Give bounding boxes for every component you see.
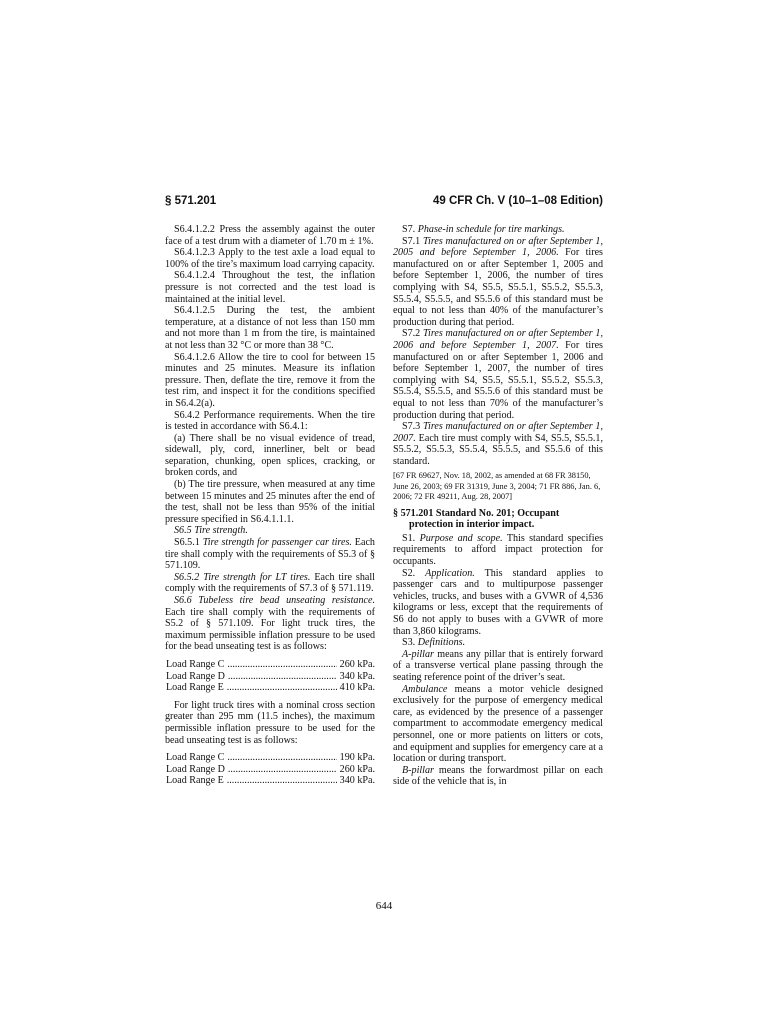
paragraph-s6-4-1-2-3: S6.4.1.2.3 Apply to the test axle a load equal to 100% of the tire’s maximum load carrying capacity. [165,247,375,270]
paragraph-s6-4-1-2-2: S6.4.1.2.2 Press the assembly against the outer face of a test drum with a diameter of 1.70 m ± 1%. [165,224,375,247]
a-pillar-text: means any pillar that is entirely forward of a transverse vertical plane passing through the seating reference point of the driver’s seat. [393,648,603,683]
load-range-label: Load Range E [166,775,224,787]
s7-3-number: S7.3 [402,421,421,433]
definition-b-pillar [393,765,603,788]
a-pillar-term: A-pillar [402,648,434,660]
definition-ambulance [393,684,603,765]
s7-3-text: Each tire must comply with S4, S5.5, S5.5.1, S5.5.2, S5.5.3, S5.5.4, S5.5.5, and S5.5.6 of this standard. [393,432,603,467]
s1-text: This standard specifies requirements to afford impact protection for occupants. [393,532,604,568]
ambulance-term: Ambulance [402,683,448,695]
load-range-value: 340 kPa. [339,670,375,682]
s6-5-title: S6.5 Tire strength. [174,525,248,537]
paragraph-s6-6 [165,595,375,653]
text-columns [165,224,603,894]
header-section-number: § 571.201 [165,195,217,207]
paragraph-s2 [393,568,603,638]
paragraph-s6-4-2: S6.4.2 Performance requirements. When the tire is tested in accordance with S6.4.1: [165,409,375,433]
s1-title: Purpose and scope. [419,532,503,544]
left-column [165,224,375,787]
table-row [165,764,375,776]
s6-5-1-number: S6.5.1 [174,537,200,549]
s7-2-title: Tires manufactured on or after September 1, 2006 and before September 1, 2007. [393,328,603,351]
paragraph-s6-5-1 [165,537,375,572]
s1-number: S1. [402,532,416,544]
load-range-value: 340 kPa. [339,775,375,787]
table-row [165,775,375,787]
paragraph-s6-4-1-2-5: S6.4.1.2.5 During the test, the ambient temperature, at a distance of not less than 150 mm and not more than 1 m from the tire, is maintained at not less than 32 °C or more than 38 °C. [165,305,375,351]
s2-title: Application. [425,567,475,579]
source-citation: [67 FR 69627, Nov. 18, 2002, as amended at 68 FR 38150, June 26, 2003; 69 FR 31319, June 3, 2004; 71 FR 886, Jan. 6, 2006; 72 FR 49211, Aug. 28, 2007] [393,471,601,502]
s6-5-1-text: Each tire shall comply with the requirements of S5.3 of § 571.109. [165,537,375,572]
definition-a-pillar [393,649,603,684]
load-range-label: Load Range E [166,682,224,694]
table-row [165,671,375,683]
load-range-label: Load Range D [166,763,225,775]
paragraph-s7-1 [393,236,603,329]
s7-number: S7. [402,224,416,235]
document-page [165,195,604,912]
paragraph-s6-4-1-2-4: S6.4.1.2.4 Throughout the test, the inflation pressure is not corrected and the test load is maintained at the initial level. [165,270,375,305]
paragraph-s3 [393,637,603,649]
s7-1-text: For tires manufactured on or after September 1, 2005 and before September 1, 2006, the number of tires complying with S4, S5.5, S5.5.1, S5.5.2, S5.5.3, S5.5.4, S5.5.5, and S5.5.6 of this standard must be equal to not less than 40% of the manufacturer’s production during that period. [393,247,603,328]
paragraph-s7-2 [393,328,603,421]
paragraph-s6-5-2 [165,572,375,595]
load-range-value: 260 kPa. [339,658,375,670]
right-column [393,224,603,788]
ambulance-text: means a motor vehicle designed exclusively for the purpose of emergency medical care, as evidenced by the presence of a passenger compartment to accommodate emergency medical personnel, one or more patients on litters or cots, and equipment and supplies for emergency care at a location or during transport. [393,683,603,765]
load-range-table [165,659,375,694]
load-range-table-large [165,752,375,787]
s3-number: S3. [402,637,416,649]
s6-6-title: S6.6 Tubeless tire bead unseating resistance. [174,595,375,606]
paragraph-s6-4-2-b: (b) The tire pressure, when measured at any time between 15 minutes and 25 minutes after the end of the test, shall not be less than 95% of the initial pressure specified in S6.4.1.1.1. [165,479,375,525]
s2-text: This standard applies to passenger cars and to multipurpose passenger vehicles, trucks, and buses with a GVWR of 4,536 kilograms or less, except that the requirements of S6 do not apply to buses with a GVWR of more than 3,860 kilograms. [393,567,604,637]
s6-5-1-title: Tire strength for passenger car tires. [202,537,352,549]
load-range-label: Load Range C [166,752,225,764]
s2-number: S2. [402,567,416,579]
load-range-label: Load Range D [166,670,225,682]
load-range-value: 410 kPa. [339,682,375,694]
s6-5-2-text: Each tire shall comply with the requirements of S7.3 of § 571.119. [165,571,375,595]
b-pillar-text: means the forwardmost pillar on each side of the vehicle that is, in [393,764,603,788]
s7-3-title: Tires manufactured on or after September 1, 2007. [393,421,603,444]
page-number: 644 [375,900,393,912]
s3-title: Definitions. [417,637,466,649]
s6-5-2-title: S6.5.2 Tire strength for LT tires. [174,571,311,583]
table-row [165,752,375,764]
s7-1-title: Tires manufactured on or after September 1, 2005 and before September 1, 2006. [393,235,603,259]
paragraph-s7 [393,224,603,236]
s7-title: Phase-in schedule for tire markings. [417,224,565,235]
running-header [165,195,603,211]
paragraph-s1 [393,533,603,568]
heading-s6-5 [165,525,375,537]
section-heading-571-201: § 571.201 Standard No. 201; Occupant protection in interior impact. [393,507,560,531]
load-range-value: 260 kPa. [339,763,375,775]
paragraph-s6-4-1-2-6: S6.4.1.2.6 Allow the tire to cool for between 15 minutes and 25 minutes. Measure its inflation pressure. Then, deflate the tire, remove it from the test rim, and inspect it for the conditions specified in S6.4.2(a). [165,351,375,409]
s7-1-number: S7.1 [402,235,421,247]
table-row [165,659,375,671]
b-pillar-term: B-pillar [402,764,434,776]
paragraph-s6-4-2-a: (a) There shall be no visual evidence of tread, sidewall, ply, cord, innerliner, belt or bead separation, chunking, open splices, cracking, or broken cords, and [165,432,375,479]
load-range-label: Load Range C [166,658,225,670]
header-source-title: 49 CFR Ch. V (10–1–08 Edition) [433,195,603,207]
paragraph-s7-3 [393,421,603,467]
s7-2-number: S7.2 [402,328,421,340]
paragraph-light-truck: For light truck tires with a nominal cross section greater than 295 mm (11.5 inches), the maximum permissible inflation pressure to be used for the bead unseating test is as follows: [165,699,375,746]
table-row [165,682,375,694]
s6-6-text: Each tire shall comply with the requirements of S5.2 of § 571.109. For light truck tires, the maximum permissible inflation pressure to be used for the bead unseating test is as follows: [165,606,375,653]
s7-2-text: For tires manufactured on or after September 1, 2006 and before September 1, 2007, the number of tires complying with S4, S5.5, S5.5.1, S5.5.2, S5.5.3, S5.5.4, S5.5.5, and S5.5.6 of this standard must be equal to not less than 70% of the manufacturer’s production during that period. [393,339,603,421]
load-range-value: 190 kPa. [339,752,375,764]
